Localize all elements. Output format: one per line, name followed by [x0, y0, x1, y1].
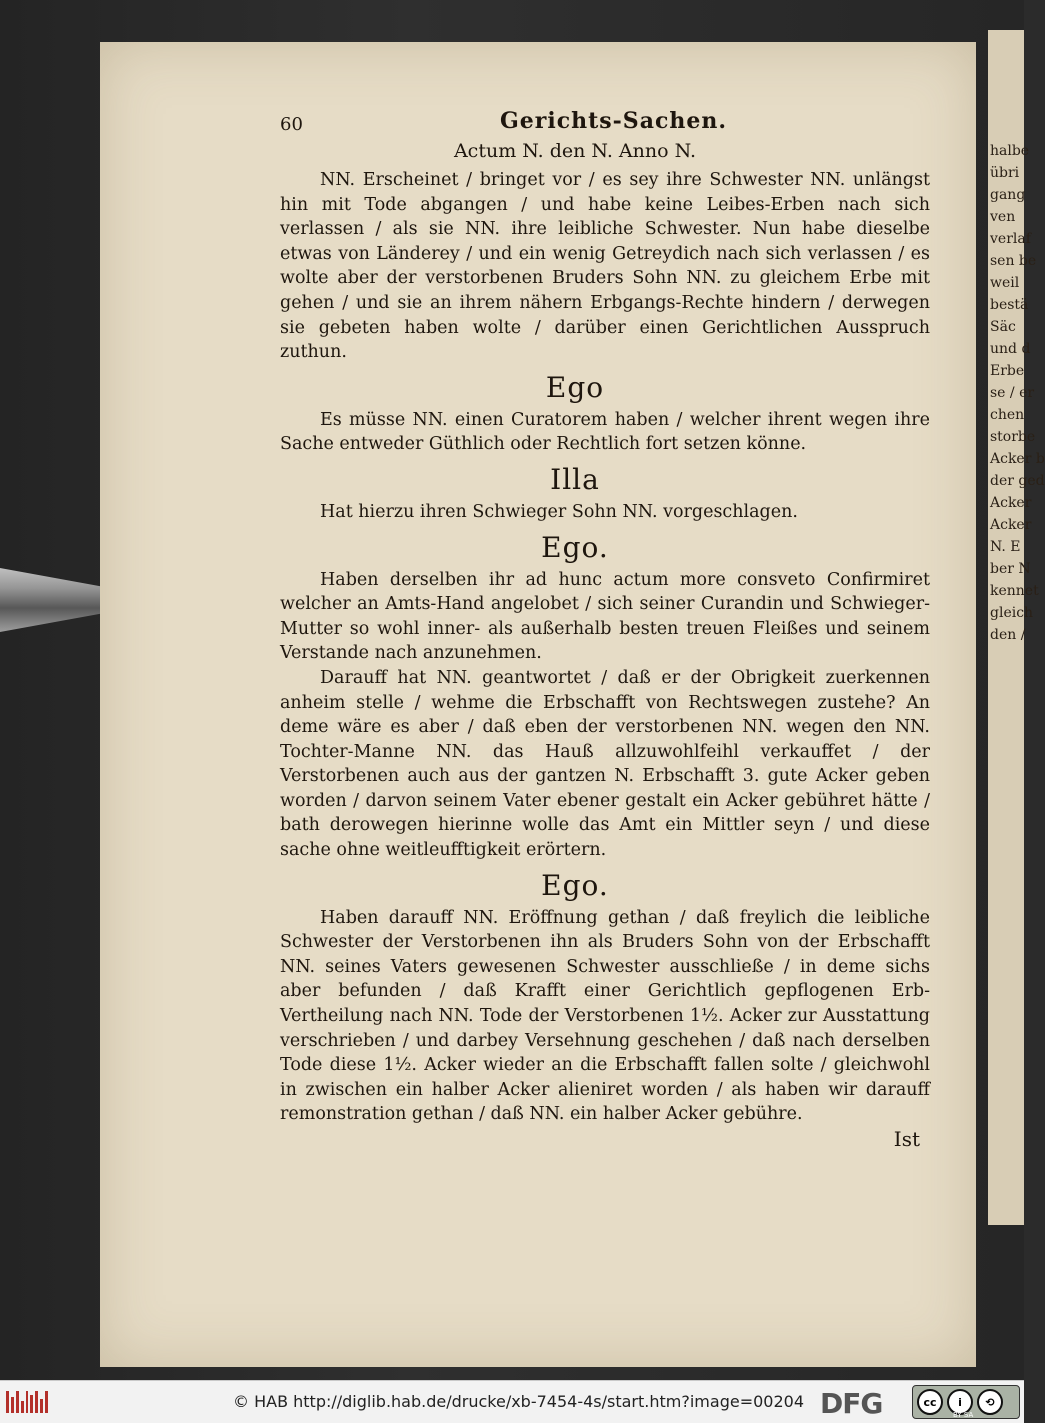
heading-ego: Ego — [545, 370, 605, 404]
facing-page-line: gleich — [990, 605, 1034, 621]
paragraph: Haben darauff NN. Eröffnung gethan / daß freylich die leibliche Schwester der Verstorbenen ihn als Bruders Sohn von der Erbschafft NN. seines Vaters gewesenen Schwester ausschließe / in deme sichs aber befunden / daß Krafft einer Gerichtlich gepflogenen Erb-Vertheilung nach NN. Tode der Verstorbenen 1½. Acker zur Ausstattung verschrieben / und darbey Versehnung geschehen / daß nach derselben Tode diese 1½. Acker wieder an die Erbschafft fallen solte / gleichwohl in zwischen ein halber Acker alieniret worden / als haben wir darauff remonstration gethan / daß NN. ein halber Acker gebühre. — [280, 907, 930, 1125]
running-head: Gerichts-Sachen. — [500, 108, 727, 134]
share-alike-icon: ⟲ — [977, 1389, 1003, 1415]
cc-license-badge[interactable] — [912, 1385, 1020, 1419]
paragraph: Hat hierzu ihren Schwieger Sohn NN. vorgeschlagen. — [320, 501, 798, 522]
facing-page-line: der ged — [990, 473, 1045, 489]
facing-page-line: ber N — [990, 561, 1031, 577]
facing-page-line: storbe — [990, 429, 1036, 445]
facing-page-line: N. E — [990, 539, 1021, 555]
facing-page-text — [990, 140, 1045, 646]
library-logo-icon — [6, 1391, 48, 1413]
facing-page-line: Acker — [990, 517, 1032, 533]
facing-page-line: Acker b — [990, 451, 1045, 467]
facing-page-line: halbe — [990, 143, 1030, 159]
heading-ego: Ego. — [541, 868, 609, 902]
facing-page-line: sen be — [990, 253, 1037, 269]
paragraph: Darauff hat NN. geantwortet / daß er der Obrigkeit zuerkennen anheim stelle / wehme die Erbschafft von Rechtswegen zustehe? An deme wäre es aber / daß eben der verstorbenen NN. wegen den NN. Tochter-Manne NN. das Hauß allzuwohlfeihl verkauffet / der Verstorbenen auch aus der gantzen N. Erbschafft 3. gute Acker geben worden / darvon seinem Vater ebener gestalt ein Acker gebühret hätte / bath derowegen hierinne wolle das Amt ein Mittler seyn / und diese sache ohne weitleufftigkeit erörtern. — [280, 667, 930, 861]
heading-ego: Ego. — [541, 530, 609, 564]
facing-page-line: weil — [990, 275, 1020, 291]
facing-page-line: übri — [990, 165, 1020, 181]
facing-page-line: bestä — [990, 297, 1029, 313]
facing-page-line: kennet — [990, 583, 1039, 599]
paragraph: Es müsse NN. einen Curatorem haben / welcher ihrent wegen ihre Sache entweder Güthlich oder Rechtlich fort setzen könne. — [280, 409, 930, 455]
facing-page-line: chen — [990, 407, 1025, 423]
attribution-icon: i — [947, 1389, 973, 1415]
page-number: 60 — [280, 114, 303, 135]
facing-page-line: den / — [990, 627, 1026, 643]
cc-icon: cc — [917, 1389, 943, 1415]
catchword: Ist — [893, 1127, 920, 1151]
facing-page-line: verlaf — [990, 231, 1031, 247]
actum-line: Actum N. den N. Anno N. — [453, 140, 697, 162]
facing-page-line: und d — [990, 341, 1031, 357]
copyright-link[interactable]: © HAB http://diglib.hab.de/drucke/xb-7454-4s/start.htm?image=00204 — [233, 1392, 804, 1411]
facing-page-line: se / er — [990, 385, 1035, 401]
page-text-column — [180, 108, 930, 1153]
facing-page-line: Acker — [990, 495, 1032, 511]
viewer-footer — [0, 1380, 1024, 1423]
paragraph: Haben derselben ihr ad hunc actum more consveto Confirmiret welcher an Amts-Hand angelobet / sich seiner Curandin und Schwieger-Mutter so wohl inner- als außerhalb besten treuen Fleißes und seinem Verstande nach anzunehmen. — [280, 569, 930, 664]
cc-license-label: BY SA — [953, 1411, 974, 1419]
facing-page-line: ven — [990, 209, 1016, 225]
facing-page-line: gang — [990, 187, 1026, 203]
heading-illa: Illa — [550, 462, 600, 496]
facing-page-line: Erbe — [990, 363, 1025, 379]
facing-page-line: Säc — [990, 319, 1016, 335]
paragraph: NN. Erscheinet / bringet vor / es sey ihre Schwester NN. unlängst hin mit Tode abgangen / und habe keine Leibes-Erben nach sich verlassen / als sie NN. ihre leibliche Schwester. Nun habe dieselbe etwas von Länderey / und ein wenig Getreydich nach sich verlassen / es wolte aber der verstorbenen Bruders Sohn NN. zu gleichem Erbe mit gehen / und sie an ihrem nähern Erbgangs-Rechte hindern / derwegen sie gebeten haben wolte / darüber einen Gerichtlichen Ausspruch zuthun. — [280, 170, 930, 363]
page-header — [180, 108, 930, 138]
dfg-logo: DFG — [820, 1387, 883, 1420]
